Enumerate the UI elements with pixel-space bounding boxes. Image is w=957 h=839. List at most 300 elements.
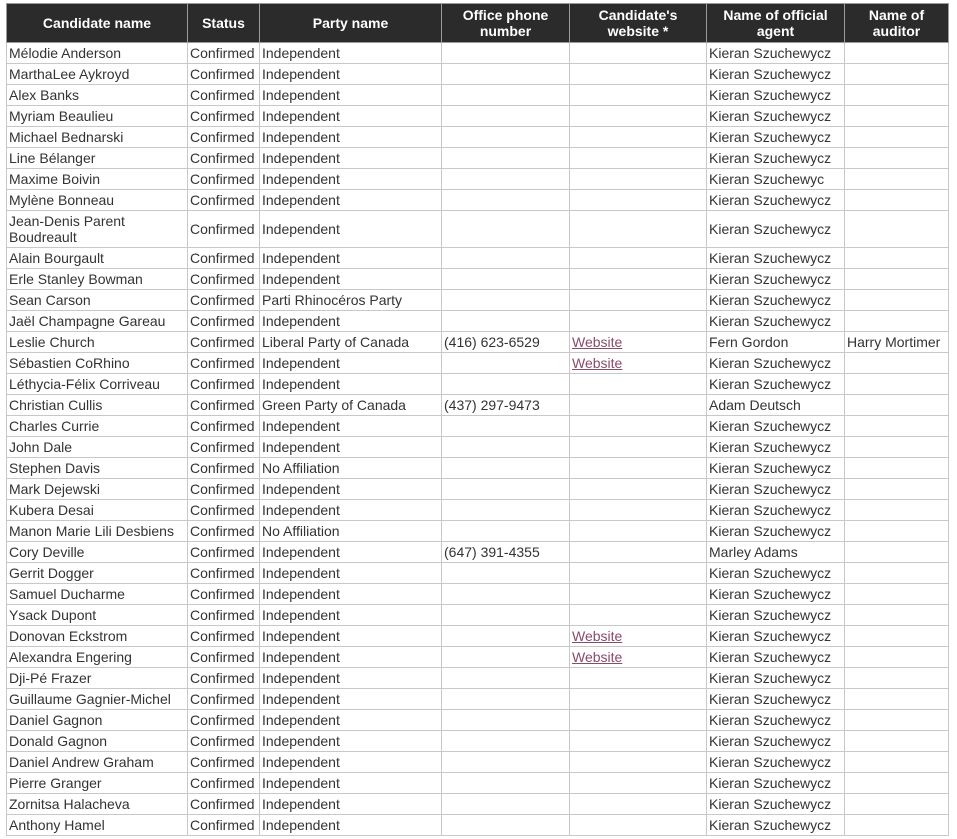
candidate-name-cell: Stephen Davis <box>7 458 188 479</box>
website-cell <box>570 374 707 395</box>
status-cell: Confirmed <box>188 353 260 374</box>
candidate-name-cell: Alexandra Engering <box>7 647 188 668</box>
website-cell <box>570 64 707 85</box>
auditor-cell <box>845 437 949 458</box>
office-phone-cell <box>442 311 570 332</box>
party-name-cell: Independent <box>260 668 442 689</box>
office-phone-cell <box>442 43 570 64</box>
header-candidate-name: Candidate name <box>7 4 188 43</box>
candidate-name-cell: Pierre Granger <box>7 773 188 794</box>
official-agent-cell: Kieran Szuchewycz <box>707 584 845 605</box>
status-cell: Confirmed <box>188 190 260 211</box>
website-link[interactable]: Website <box>572 628 623 644</box>
website-cell <box>570 542 707 563</box>
website-cell <box>570 395 707 416</box>
official-agent-cell: Kieran Szuchewycz <box>707 190 845 211</box>
candidate-name-cell: Kubera Desai <box>7 500 188 521</box>
official-agent-cell: Kieran Szuchewycz <box>707 290 845 311</box>
official-agent-cell: Kieran Szuchewycz <box>707 605 845 626</box>
auditor-cell <box>845 311 949 332</box>
candidate-name-cell: Zornitsa Halacheva <box>7 794 188 815</box>
office-phone-cell <box>442 211 570 248</box>
table-row <box>7 521 949 542</box>
office-phone-cell <box>442 353 570 374</box>
official-agent-cell: Kieran Szuchewycz <box>707 437 845 458</box>
candidate-name-cell: Samuel Ducharme <box>7 584 188 605</box>
table-row <box>7 563 949 584</box>
candidate-name-cell: Ysack Dupont <box>7 605 188 626</box>
candidate-name-cell: Jean-Denis Parent Boudreault <box>7 211 188 248</box>
status-cell: Confirmed <box>188 374 260 395</box>
official-agent-cell: Kieran Szuchewycz <box>707 106 845 127</box>
table-row <box>7 815 949 836</box>
auditor-cell <box>845 710 949 731</box>
status-cell: Confirmed <box>188 437 260 458</box>
status-cell: Confirmed <box>188 64 260 85</box>
party-name-cell: Independent <box>260 584 442 605</box>
office-phone-cell <box>442 563 570 584</box>
official-agent-cell: Kieran Szuchewycz <box>707 311 845 332</box>
status-cell: Confirmed <box>188 169 260 190</box>
website-cell <box>570 85 707 106</box>
party-name-cell: Independent <box>260 64 442 85</box>
party-name-cell: Independent <box>260 710 442 731</box>
header-status: Status <box>188 4 260 43</box>
official-agent-cell: Kieran Szuchewycz <box>707 248 845 269</box>
office-phone-cell: (416) 623-6529 <box>442 332 570 353</box>
status-cell: Confirmed <box>188 248 260 269</box>
official-agent-cell: Kieran Szuchewycz <box>707 500 845 521</box>
status-cell: Confirmed <box>188 731 260 752</box>
header-office-phone: Office phone number <box>442 4 570 43</box>
website-cell <box>570 416 707 437</box>
table-row <box>7 85 949 106</box>
status-cell: Confirmed <box>188 668 260 689</box>
table-row <box>7 710 949 731</box>
official-agent-cell: Kieran Szuchewycz <box>707 127 845 148</box>
official-agent-cell: Kieran Szuchewycz <box>707 563 845 584</box>
candidate-name-cell: Anthony Hamel <box>7 815 188 836</box>
status-cell: Confirmed <box>188 311 260 332</box>
status-cell: Confirmed <box>188 479 260 500</box>
table-header <box>7 4 949 43</box>
table-row <box>7 374 949 395</box>
auditor-cell <box>845 542 949 563</box>
candidate-name-cell: Leslie Church <box>7 332 188 353</box>
official-agent-cell: Kieran Szuchewycz <box>707 269 845 290</box>
website-cell <box>570 437 707 458</box>
candidate-name-cell: Donald Gagnon <box>7 731 188 752</box>
auditor-cell <box>845 668 949 689</box>
official-agent-cell: Kieran Szuchewycz <box>707 85 845 106</box>
auditor-cell <box>845 584 949 605</box>
table-row <box>7 190 949 211</box>
website-cell <box>570 710 707 731</box>
table-row <box>7 416 949 437</box>
auditor-cell <box>845 605 949 626</box>
party-name-cell: Independent <box>260 211 442 248</box>
official-agent-cell: Kieran Szuchewycz <box>707 416 845 437</box>
website-cell <box>570 563 707 584</box>
party-name-cell: Parti Rhinocéros Party <box>260 290 442 311</box>
party-name-cell: Independent <box>260 500 442 521</box>
website-cell <box>570 190 707 211</box>
auditor-cell <box>845 647 949 668</box>
auditor-cell <box>845 521 949 542</box>
table-row <box>7 752 949 773</box>
website-cell <box>570 311 707 332</box>
office-phone-cell <box>442 127 570 148</box>
website-cell <box>570 211 707 248</box>
candidates-table <box>6 3 949 836</box>
status-cell: Confirmed <box>188 500 260 521</box>
table-row <box>7 794 949 815</box>
official-agent-cell: Kieran Szuchewycz <box>707 374 845 395</box>
official-agent-cell: Kieran Szuchewycz <box>707 710 845 731</box>
table-row <box>7 269 949 290</box>
auditor-cell <box>845 626 949 647</box>
website-cell <box>570 148 707 169</box>
office-phone-cell <box>442 169 570 190</box>
party-name-cell: Independent <box>260 815 442 836</box>
candidate-name-cell: Christian Cullis <box>7 395 188 416</box>
status-cell: Confirmed <box>188 626 260 647</box>
auditor-cell <box>845 563 949 584</box>
official-agent-cell: Kieran Szuchewycz <box>707 353 845 374</box>
official-agent-cell: Kieran Szuchewycz <box>707 521 845 542</box>
office-phone-cell <box>442 689 570 710</box>
status-cell: Confirmed <box>188 290 260 311</box>
party-name-cell: Independent <box>260 794 442 815</box>
header-website: Candidate's website * <box>570 4 707 43</box>
official-agent-cell: Kieran Szuchewycz <box>707 731 845 752</box>
status-cell: Confirmed <box>188 605 260 626</box>
table-body <box>7 43 949 836</box>
table-row <box>7 353 949 374</box>
candidate-name-cell: Alain Bourgault <box>7 248 188 269</box>
official-agent-cell: Kieran Szuchewycz <box>707 794 845 815</box>
status-cell: Confirmed <box>188 332 260 353</box>
status-cell: Confirmed <box>188 416 260 437</box>
office-phone-cell <box>442 64 570 85</box>
auditor-cell <box>845 64 949 85</box>
office-phone-cell <box>442 269 570 290</box>
auditor-cell <box>845 353 949 374</box>
official-agent-cell: Fern Gordon <box>707 332 845 353</box>
table-row <box>7 605 949 626</box>
party-name-cell: Independent <box>260 752 442 773</box>
table-row <box>7 647 949 668</box>
status-cell: Confirmed <box>188 542 260 563</box>
party-name-cell: Independent <box>260 43 442 64</box>
status-cell: Confirmed <box>188 43 260 64</box>
website-cell <box>570 458 707 479</box>
table-row <box>7 290 949 311</box>
official-agent-cell: Kieran Szuchewycz <box>707 43 845 64</box>
party-name-cell: Independent <box>260 731 442 752</box>
party-name-cell: Independent <box>260 689 442 710</box>
website-cell <box>570 605 707 626</box>
table-row <box>7 127 949 148</box>
auditor-cell <box>845 85 949 106</box>
table-row <box>7 626 949 647</box>
auditor-cell <box>845 148 949 169</box>
status-cell: Confirmed <box>188 148 260 169</box>
official-agent-cell: Adam Deutsch <box>707 395 845 416</box>
official-agent-cell: Kieran Szuchewycz <box>707 479 845 500</box>
table-row <box>7 395 949 416</box>
website-cell <box>570 773 707 794</box>
candidate-name-cell: Léthycia-Félix Corriveau <box>7 374 188 395</box>
website-cell <box>570 169 707 190</box>
status-cell: Confirmed <box>188 269 260 290</box>
table-row <box>7 106 949 127</box>
website-cell <box>570 668 707 689</box>
candidate-name-cell: Sean Carson <box>7 290 188 311</box>
office-phone-cell <box>442 437 570 458</box>
auditor-cell <box>845 689 949 710</box>
candidate-name-cell: Mélodie Anderson <box>7 43 188 64</box>
party-name-cell: No Affiliation <box>260 521 442 542</box>
status-cell: Confirmed <box>188 458 260 479</box>
office-phone-cell <box>442 647 570 668</box>
party-name-cell: Independent <box>260 148 442 169</box>
website-link[interactable]: Website <box>572 649 623 665</box>
office-phone-cell <box>442 416 570 437</box>
official-agent-cell: Kieran Szuchewycz <box>707 689 845 710</box>
office-phone-cell <box>442 710 570 731</box>
party-name-cell: Green Party of Canada <box>260 395 442 416</box>
candidate-name-cell: Sébastien CoRhino <box>7 353 188 374</box>
auditor-cell <box>845 500 949 521</box>
party-name-cell: Independent <box>260 479 442 500</box>
party-name-cell: Independent <box>260 169 442 190</box>
official-agent-cell: Kieran Szuchewycz <box>707 815 845 836</box>
table-row <box>7 148 949 169</box>
party-name-cell: Independent <box>260 437 442 458</box>
table-row <box>7 458 949 479</box>
auditor-cell <box>845 169 949 190</box>
table-row <box>7 731 949 752</box>
official-agent-cell: Kieran Szuchewycz <box>707 773 845 794</box>
official-agent-cell: Kieran Szuchewycz <box>707 64 845 85</box>
auditor-cell <box>845 395 949 416</box>
auditor-cell <box>845 479 949 500</box>
candidate-name-cell: Maxime Boivin <box>7 169 188 190</box>
official-agent-cell: Kieran Szuchewycz <box>707 647 845 668</box>
candidate-name-cell: Charles Currie <box>7 416 188 437</box>
candidate-name-cell: Cory Deville <box>7 542 188 563</box>
status-cell: Confirmed <box>188 127 260 148</box>
candidate-name-cell: John Dale <box>7 437 188 458</box>
office-phone-cell <box>442 605 570 626</box>
office-phone-cell <box>442 584 570 605</box>
official-agent-cell: Kieran Szuchewycz <box>707 211 845 248</box>
status-cell: Confirmed <box>188 521 260 542</box>
candidate-name-cell: Jaël Champagne Gareau <box>7 311 188 332</box>
office-phone-cell <box>442 479 570 500</box>
party-name-cell: Independent <box>260 563 442 584</box>
website-cell <box>570 127 707 148</box>
candidates-table-wrapper <box>6 3 948 836</box>
table-row <box>7 211 949 248</box>
table-row <box>7 43 949 64</box>
auditor-cell <box>845 416 949 437</box>
auditor-cell <box>845 731 949 752</box>
office-phone-cell <box>442 521 570 542</box>
office-phone-cell <box>442 290 570 311</box>
party-name-cell: Independent <box>260 416 442 437</box>
party-name-cell: No Affiliation <box>260 458 442 479</box>
office-phone-cell: (437) 297-9473 <box>442 395 570 416</box>
office-phone-cell <box>442 731 570 752</box>
website-cell <box>570 500 707 521</box>
candidate-name-cell: Daniel Gagnon <box>7 710 188 731</box>
status-cell: Confirmed <box>188 710 260 731</box>
official-agent-cell: Kieran Szuchewycz <box>707 458 845 479</box>
party-name-cell: Independent <box>260 626 442 647</box>
table-row <box>7 668 949 689</box>
official-agent-cell: Kieran Szuchewycz <box>707 668 845 689</box>
website-cell <box>570 479 707 500</box>
candidate-name-cell: Alex Banks <box>7 85 188 106</box>
table-row <box>7 437 949 458</box>
office-phone-cell <box>442 500 570 521</box>
party-name-cell: Independent <box>260 269 442 290</box>
website-cell <box>570 290 707 311</box>
table-row <box>7 248 949 269</box>
header-row <box>7 4 949 43</box>
party-name-cell: Independent <box>260 353 442 374</box>
auditor-cell <box>845 290 949 311</box>
auditor-cell <box>845 752 949 773</box>
status-cell: Confirmed <box>188 211 260 248</box>
official-agent-cell: Kieran Szuchewycz <box>707 148 845 169</box>
candidate-name-cell: Gerrit Dogger <box>7 563 188 584</box>
auditor-cell <box>845 773 949 794</box>
table-row <box>7 773 949 794</box>
party-name-cell: Independent <box>260 106 442 127</box>
status-cell: Confirmed <box>188 773 260 794</box>
party-name-cell: Independent <box>260 311 442 332</box>
website-cell <box>570 626 707 647</box>
website-cell <box>570 584 707 605</box>
office-phone-cell: (647) 391-4355 <box>442 542 570 563</box>
auditor-cell <box>845 190 949 211</box>
office-phone-cell <box>442 752 570 773</box>
auditor-cell <box>845 106 949 127</box>
auditor-cell <box>845 269 949 290</box>
candidate-name-cell: Mylène Bonneau <box>7 190 188 211</box>
website-cell <box>570 815 707 836</box>
website-cell <box>570 332 707 353</box>
candidate-name-cell: Myriam Beaulieu <box>7 106 188 127</box>
office-phone-cell <box>442 458 570 479</box>
office-phone-cell <box>442 815 570 836</box>
table-row <box>7 479 949 500</box>
office-phone-cell <box>442 190 570 211</box>
website-cell <box>570 106 707 127</box>
candidate-name-cell: Erle Stanley Bowman <box>7 269 188 290</box>
status-cell: Confirmed <box>188 815 260 836</box>
table-row <box>7 500 949 521</box>
website-cell <box>570 43 707 64</box>
status-cell: Confirmed <box>188 794 260 815</box>
office-phone-cell <box>442 794 570 815</box>
header-auditor: Name of auditor <box>845 4 949 43</box>
header-official-agent: Name of official agent <box>707 4 845 43</box>
website-link[interactable]: Website <box>572 355 623 371</box>
office-phone-cell <box>442 248 570 269</box>
auditor-cell <box>845 374 949 395</box>
status-cell: Confirmed <box>188 106 260 127</box>
candidate-name-cell: MarthaLee Aykroyd <box>7 64 188 85</box>
auditor-cell: Harry Mortimer <box>845 332 949 353</box>
office-phone-cell <box>442 668 570 689</box>
candidate-name-cell: Daniel Andrew Graham <box>7 752 188 773</box>
auditor-cell <box>845 211 949 248</box>
status-cell: Confirmed <box>188 563 260 584</box>
candidate-name-cell: Guillaume Gagnier-Michel <box>7 689 188 710</box>
office-phone-cell <box>442 374 570 395</box>
status-cell: Confirmed <box>188 584 260 605</box>
auditor-cell <box>845 127 949 148</box>
table-row <box>7 584 949 605</box>
website-cell <box>570 689 707 710</box>
party-name-cell: Independent <box>260 773 442 794</box>
status-cell: Confirmed <box>188 752 260 773</box>
party-name-cell: Independent <box>260 190 442 211</box>
table-row <box>7 542 949 563</box>
status-cell: Confirmed <box>188 85 260 106</box>
auditor-cell <box>845 248 949 269</box>
header-party-name: Party name <box>260 4 442 43</box>
official-agent-cell: Marley Adams <box>707 542 845 563</box>
party-name-cell: Liberal Party of Canada <box>260 332 442 353</box>
website-cell <box>570 353 707 374</box>
table-row <box>7 311 949 332</box>
auditor-cell <box>845 458 949 479</box>
website-cell <box>570 731 707 752</box>
party-name-cell: Independent <box>260 542 442 563</box>
auditor-cell <box>845 815 949 836</box>
official-agent-cell: Kieran Szuchewycz <box>707 752 845 773</box>
candidate-name-cell: Line Bélanger <box>7 148 188 169</box>
table-row <box>7 332 949 353</box>
website-cell <box>570 521 707 542</box>
website-cell <box>570 752 707 773</box>
party-name-cell: Independent <box>260 85 442 106</box>
office-phone-cell <box>442 773 570 794</box>
party-name-cell: Independent <box>260 605 442 626</box>
table-row <box>7 169 949 190</box>
table-row <box>7 689 949 710</box>
office-phone-cell <box>442 85 570 106</box>
official-agent-cell: Kieran Szuchewyc <box>707 169 845 190</box>
party-name-cell: Independent <box>260 127 442 148</box>
party-name-cell: Independent <box>260 248 442 269</box>
candidate-name-cell: Manon Marie Lili Desbiens <box>7 521 188 542</box>
website-link[interactable]: Website <box>572 334 623 350</box>
office-phone-cell <box>442 106 570 127</box>
candidate-name-cell: Michael Bednarski <box>7 127 188 148</box>
auditor-cell <box>845 43 949 64</box>
office-phone-cell <box>442 148 570 169</box>
status-cell: Confirmed <box>188 647 260 668</box>
status-cell: Confirmed <box>188 395 260 416</box>
candidate-name-cell: Donovan Eckstrom <box>7 626 188 647</box>
candidate-name-cell: Dji-Pé Frazer <box>7 668 188 689</box>
